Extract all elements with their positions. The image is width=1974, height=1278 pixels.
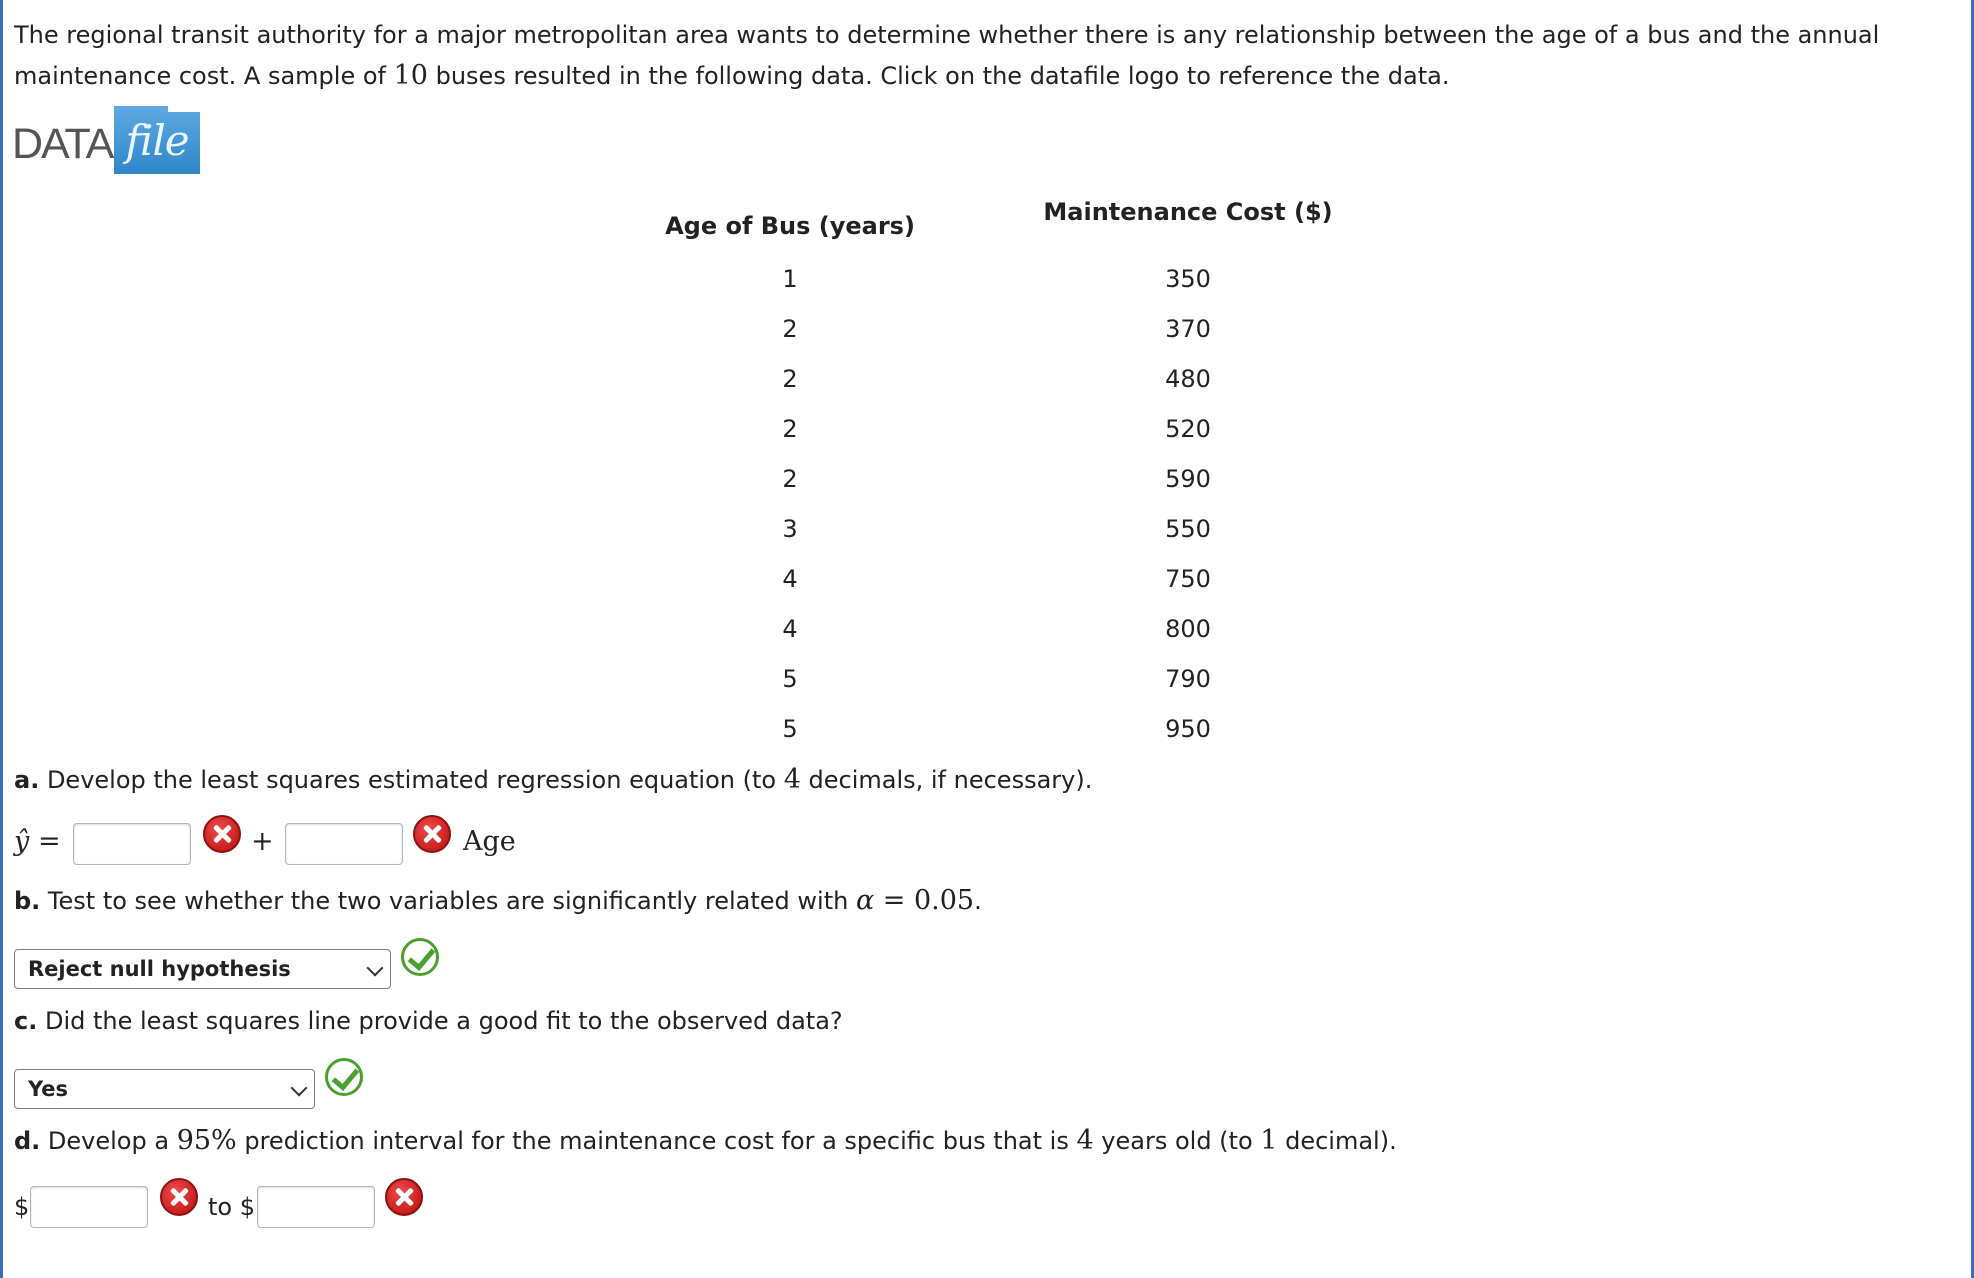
- plus-sign: +: [251, 826, 274, 857]
- table-cell-cost: 950: [1165, 715, 1211, 743]
- intro-text-b: buses resulted in the following data. Click on the datafile logo to reference the data.: [427, 62, 1450, 90]
- part-c-label: c.: [14, 1007, 38, 1035]
- part-d-text-a: Develop a: [40, 1127, 177, 1155]
- correct-icon: [325, 1058, 363, 1096]
- dollar-sign-lower: $: [14, 1193, 30, 1221]
- yhat-symbol: ŷ: [14, 826, 30, 857]
- part-d-label: d.: [14, 1127, 41, 1155]
- intercept-input[interactable]: [73, 823, 191, 865]
- logo-file-icon: file: [114, 112, 200, 174]
- part-d-prompt: [14, 1120, 1397, 1162]
- part-a-text-a: Develop the least squares estimated regression equation (to: [39, 766, 784, 794]
- intro-text-a: maintenance cost. A sample of: [14, 62, 394, 90]
- table-cell-age: 5: [782, 665, 798, 693]
- table-cell-cost: 590: [1165, 465, 1211, 493]
- table-header-age: Age of Bus (years): [665, 212, 915, 240]
- part-d-text-c: years old (to: [1093, 1127, 1261, 1155]
- bus-age: 4: [1076, 1125, 1094, 1156]
- alpha-equals: =: [874, 885, 914, 916]
- table-cell-age: 2: [782, 315, 798, 343]
- part-b-text-a: Test to see whether the two variables are significantly related with: [40, 887, 856, 915]
- part-b-prompt: [14, 880, 982, 922]
- table-cell-age: 2: [782, 465, 798, 493]
- part-d-text-b: prediction interval for the maintenance cost for a specific bus that is: [236, 1127, 1077, 1155]
- table-cell-age: 2: [782, 365, 798, 393]
- table-cell-cost: 550: [1165, 515, 1211, 543]
- table-cell-cost: 790: [1165, 665, 1211, 693]
- table-cell-age: 3: [782, 515, 798, 543]
- alpha-value: 0.05: [913, 885, 975, 916]
- part-b-label: b.: [14, 887, 41, 915]
- age-variable: Age: [463, 826, 516, 857]
- incorrect-icon: [413, 815, 451, 853]
- part-b-period: .: [974, 887, 982, 915]
- lower-bound-input[interactable]: [30, 1186, 148, 1228]
- incorrect-icon: [160, 1178, 198, 1216]
- incorrect-icon: [385, 1178, 423, 1216]
- good-fit-select-value: Yes: [28, 1077, 69, 1101]
- table-cell-age: 4: [782, 565, 798, 593]
- part-a-label: a.: [14, 766, 40, 794]
- table-cell-cost: 370: [1165, 315, 1211, 343]
- part-a-prompt: [14, 759, 1092, 801]
- incorrect-icon: [203, 815, 241, 853]
- hypothesis-select-value: Reject null hypothesis: [28, 957, 291, 981]
- slope-input[interactable]: [285, 823, 403, 865]
- part-a-decimals: 4: [783, 764, 801, 795]
- intro-line-2: [14, 55, 1449, 97]
- table-cell-age: 1: [782, 265, 798, 293]
- decimal-count: 1: [1260, 1125, 1278, 1156]
- chevron-down-icon: [291, 1080, 308, 1097]
- table-cell-cost: 350: [1165, 265, 1211, 293]
- good-fit-select[interactable]: [14, 1069, 315, 1109]
- frame-border-left: [0, 0, 3, 1278]
- table-cell-age: 4: [782, 615, 798, 643]
- chevron-down-icon: [367, 960, 384, 977]
- table-cell-cost: 800: [1165, 615, 1211, 643]
- part-c-text: Did the least squares line provide a good fit to the observed data?: [37, 1007, 843, 1035]
- table-cell-cost: 520: [1165, 415, 1211, 443]
- table-header-cost: Maintenance Cost ($): [1043, 198, 1333, 226]
- table-cell-age: 2: [782, 415, 798, 443]
- table-cell-cost: 750: [1165, 565, 1211, 593]
- part-d-text-d: decimal).: [1277, 1127, 1397, 1155]
- table-cell-age: 5: [782, 715, 798, 743]
- upper-bound-input[interactable]: [257, 1186, 375, 1228]
- logo-data-text: DATA: [12, 120, 113, 168]
- part-a-text-b: decimals, if necessary).: [800, 766, 1093, 794]
- hypothesis-select[interactable]: [14, 949, 391, 989]
- confidence-percent: 95%: [176, 1125, 237, 1156]
- table-cell-cost: 480: [1165, 365, 1211, 393]
- alpha-symbol: α: [855, 885, 875, 916]
- intro-line-1: The regional transit authority for a major metropolitan area wants to determine whether there is any relationship between the age of a bus and the annual: [14, 21, 1880, 49]
- to-label: to $: [208, 1193, 255, 1221]
- equals-sign: =: [38, 826, 61, 857]
- intro-sample-size: 10: [393, 60, 428, 91]
- correct-icon: [401, 938, 439, 976]
- part-c-prompt: [14, 1000, 843, 1042]
